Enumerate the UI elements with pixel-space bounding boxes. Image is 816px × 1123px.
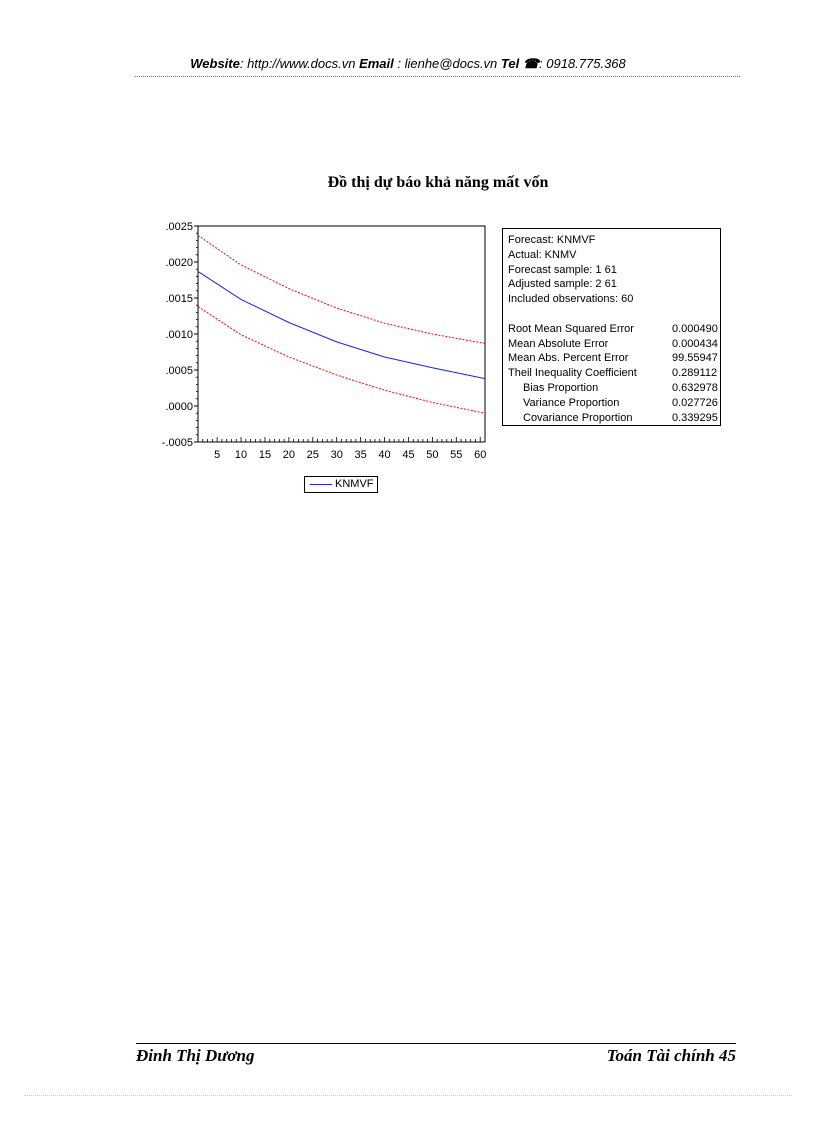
stats-row-value: 99.55947 xyxy=(672,352,718,365)
stats-row-label: Mean Abs. Percent Error xyxy=(508,352,629,365)
stats-row xyxy=(508,322,720,337)
stats-header-lines xyxy=(508,233,720,307)
upper-band-line xyxy=(198,235,485,343)
stats-line: Adjusted sample: 2 61 xyxy=(508,278,617,291)
stats-row xyxy=(508,396,720,411)
bottom-divider xyxy=(24,1095,792,1096)
stats-row xyxy=(508,337,720,352)
stats-row-label: Variance Proportion xyxy=(523,396,620,409)
y-tick-label: .0025 xyxy=(165,221,193,233)
plot-frame xyxy=(198,226,485,442)
stats-line: Forecast sample: 1 61 xyxy=(508,263,617,276)
x-tick-label: 30 xyxy=(330,449,343,461)
stats-row-value: 0.339295 xyxy=(672,411,718,424)
stats-row-label: Theil Inequality Coefficient xyxy=(508,367,637,380)
page-header xyxy=(0,56,816,72)
stats-row xyxy=(508,411,720,426)
series-line-knmvf xyxy=(198,271,485,378)
x-tick-label: 55 xyxy=(450,449,463,461)
stats-row-value: 0.632978 xyxy=(672,381,718,394)
stats-line: Forecast: KNMVF xyxy=(508,234,596,246)
footer-author: Đinh Thị Dương xyxy=(136,1046,255,1065)
forecast-chart xyxy=(150,210,495,465)
lower-band-line xyxy=(198,307,485,414)
y-tick-label: .0015 xyxy=(165,293,193,305)
y-tick-label: .0020 xyxy=(165,257,193,269)
stats-row-value: 0.000490 xyxy=(672,322,718,335)
stats-row-value: 0.289112 xyxy=(672,367,718,380)
stats-row-label: Root Mean Squared Error xyxy=(508,322,634,335)
stats-row-value: 0.000434 xyxy=(672,337,718,350)
y-tick-label: -.0005 xyxy=(161,437,193,449)
legend-label-knmvf: KNMVF xyxy=(335,478,374,490)
tel-value: : 0918.775.368 xyxy=(539,56,626,71)
stats-line: Included observations: 60 xyxy=(508,293,634,306)
forecast-stats-box xyxy=(502,228,721,426)
x-tick-label: 35 xyxy=(354,449,367,461)
x-tick-label: 50 xyxy=(426,449,439,461)
stats-row-value: 0.027726 xyxy=(672,396,718,409)
header-divider xyxy=(135,76,740,77)
email-value[interactable]: : lienhe@docs.vn xyxy=(393,56,501,71)
stats-row xyxy=(508,381,720,396)
website-label: Website xyxy=(190,56,240,71)
x-tick-label: 20 xyxy=(282,449,296,461)
stats-row xyxy=(508,366,720,381)
x-tick-label: 5 xyxy=(214,449,221,461)
y-tick-label: .0000 xyxy=(165,401,193,413)
page-title: Đồ thị dự báo khả năng mất vốn xyxy=(327,174,549,191)
x-tick-label: 40 xyxy=(378,449,391,461)
stats-row-label: Covariance Proportion xyxy=(523,411,633,424)
tel-label: Tel ☎ xyxy=(500,56,540,71)
email-label: Email xyxy=(359,56,394,71)
y-tick-label: .0005 xyxy=(165,365,193,377)
stats-rows xyxy=(508,322,720,426)
footer-page-label: Toán Tài chính 45 xyxy=(606,1046,736,1065)
stats-row xyxy=(508,351,720,366)
footer-divider xyxy=(136,1043,736,1044)
stats-line: Actual: KNMV xyxy=(508,248,577,261)
x-tick-label: 15 xyxy=(258,449,272,461)
chart-legend xyxy=(304,476,378,493)
website-value[interactable]: : http://www.docs.vn xyxy=(239,56,360,71)
legend-swatch-knmvf xyxy=(310,484,332,485)
x-tick-label: 45 xyxy=(402,449,415,461)
x-tick-label: 10 xyxy=(234,449,248,461)
stats-row-label: Mean Absolute Error xyxy=(508,337,609,350)
x-tick-label: 25 xyxy=(306,449,319,461)
y-tick-label: .0010 xyxy=(165,329,193,341)
stats-row-label: Bias Proportion xyxy=(523,381,599,394)
x-tick-label: 60 xyxy=(474,449,487,461)
